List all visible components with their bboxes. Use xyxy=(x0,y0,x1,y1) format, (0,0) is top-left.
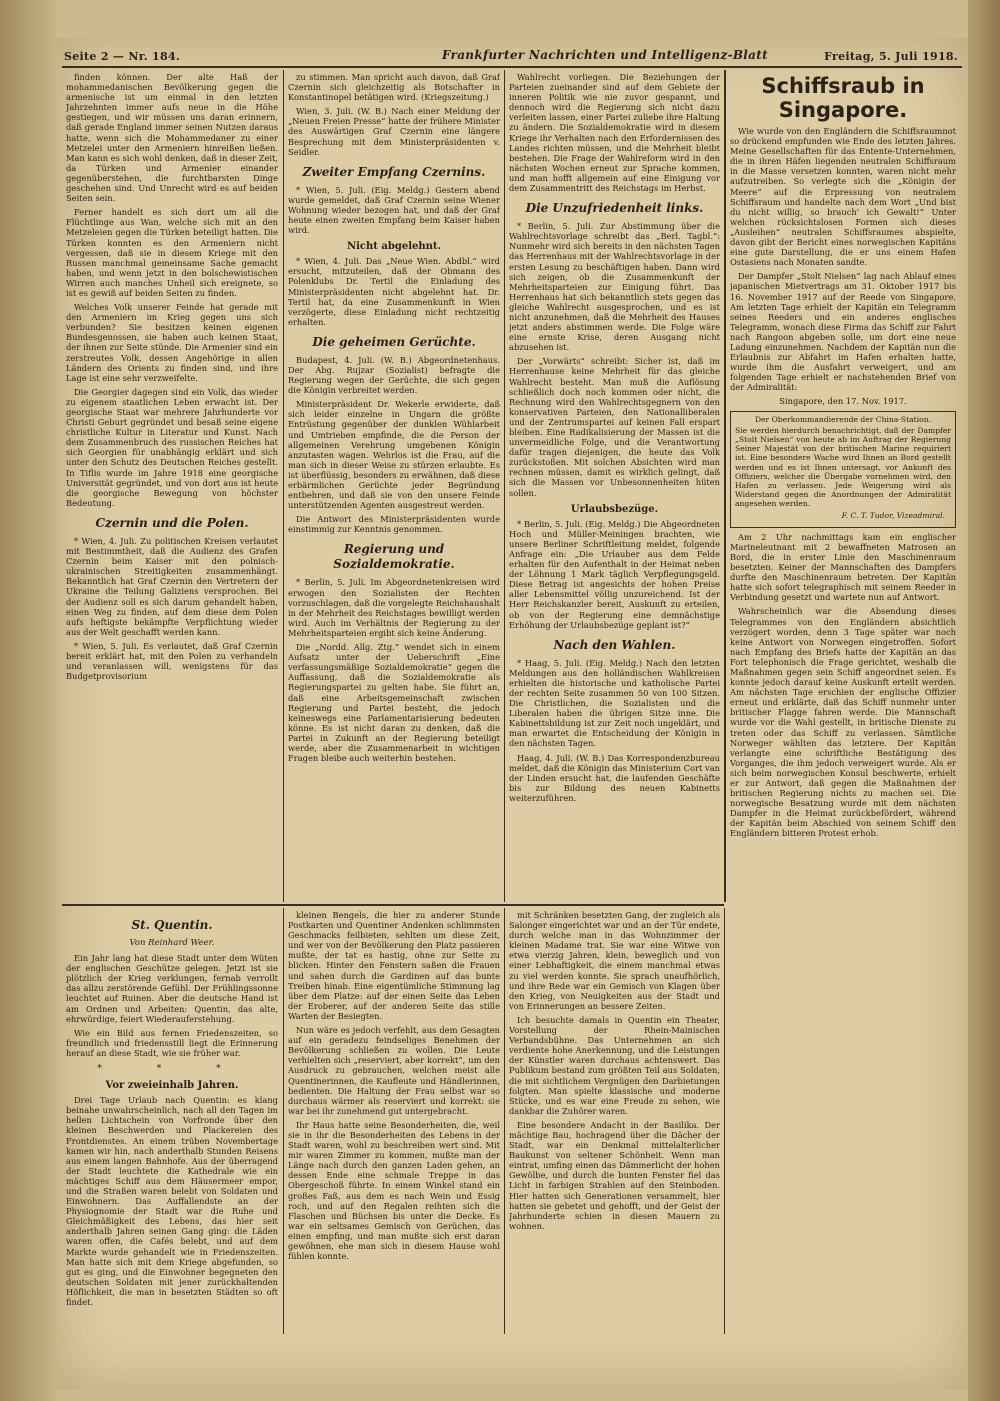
headline-nicht-abgelehnt: Nicht abgelehnt. xyxy=(346,241,442,253)
article-paragraph: Die „Nordd. Allg. Ztg.“ wendet sich in einem Aufsatz unter der Ueberschrift „Eine verfassungsmäßige Sozialdemokratie“ gegen die Auffassung, daß die Sozialdemokratie als Regierungspartei zu gelten habe. Sie führt an, daß eine Arbeitsgemeinschaft zwischen Regierung und Partei besteht, die jedoch keineswegs eine Parlamentarisierung bedeuten könne. Es ist nicht daran zu denken, daß die Partei in Zukunft an der Regierung beteiligt werde, aber die Zusammenarbeit in wichtigen Fragen bleibe auch weiterhin bestehen. xyxy=(288,642,500,764)
headline-unzufriedenheit: Die Unzufriedenheit links. xyxy=(525,201,704,216)
article-paragraph: * Wien, 5. Juli. Es verlautet, daß Graf Czernin bereit erklärt hat, mit den Polen zu verhandeln und veranlassen will, wenigstens für das Budgetprovisorium xyxy=(66,640,278,682)
page-right-edge xyxy=(968,0,1000,1401)
column-divider xyxy=(724,70,726,902)
column-4 xyxy=(730,72,956,1334)
column-divider xyxy=(504,70,505,902)
headline-urlaubsbezuege: Urlaubsbezüge. xyxy=(570,503,659,515)
article-paragraph: Ferner handelt es sich dort um all die Flüchtlinge aus Wan, welche sich mit an den Metzeleien gegen die Türken beteiligt hatten. Die Türken konnten es den Armeniern nicht vergessen, daß sie in diesem Kriege mit den Russen manchmal gemeinsame Sache gemacht haben, und wenn jetzt in den bolschewistischen Wirren auch manches Unheil sich ereignete, so ist es gewiß auf beiden Seiten zu finden. xyxy=(66,207,278,298)
headline-wahlen: Nach den Wahlen. xyxy=(553,637,676,652)
headline-schiffsraub: Schiffsraub in Singapore. xyxy=(761,74,925,122)
admiralty-letter xyxy=(730,411,956,528)
article-paragraph: Budapest, 4. Juli. (W. B.) Abgeordnetenhaus. Der Abg. Rujzar (Sozialist) befragte die Regierung wegen der Gerüchte, die sich gegen die Königin verbreitet werden. xyxy=(288,354,500,396)
newspaper-title: Frankfurter Nachrichten und Intelligenz-Blatt xyxy=(442,48,768,62)
column-1 xyxy=(66,72,278,900)
column-divider xyxy=(283,70,284,902)
headline-empfang: Zweiter Empfang Czernins. xyxy=(302,164,486,179)
article-paragraph: kleinen Bengels, die hier zu anderer Stunde Postkarten und Quentiner Andenken schlimmsten Geschmacks feilbieten, sehlten um diese Zeit, und wer von der Bevölkerung den Platz passieren mußte, der tat es hastig, ohne zur Seite zu blicken. Hinter den Fenstern saßen die Frauen und sahen durch die Gardinen auf das bunte Treiben hinab. Eine eigentümliche Stimmung lag über dem Platze: auf der einen Seite das Leben der Eroberer, auf der anderen Seite das stille Warten der Besiegten. xyxy=(288,910,500,1021)
article-paragraph: Ich besuchte damals in Quentin ein Theater, Vorstellung der Rhein-Mainischen Verbandsbühne. Das Unternehmen an sich verdiente hohe Anerkennung, und die Leistungen der Künstler waren durchaus achtenswert. Das Publikum bestand zum größten Teil aus Soldaten, die mit sichtlichem Vergnügen den Darbietungen folgten. Man spielte klassische und moderne Stücke, und es war eine Freude zu sehen, wie dankbar die Zuhörer waren. xyxy=(509,1014,720,1116)
issue-date: Freitag, 5. Juli 1918. xyxy=(824,50,958,63)
article-paragraph: mit Schränken besetzten Gang, der zugleich als Salonger eingerichtet war und an der Tür endete, durch welche man in das Wohnzimmer der kleinen Madame trat. Sie war eine Witwe von etwa vierzig Jahren, klein, beweglich und von einer Lebhaftigkeit, die einem manchmal etwas zu viel werden konnte. Sie sprach unaufhörlich, und ihre Rede war ein Gemisch von Klagen über den Krieg, von Neuigkeiten aus der Stadt und von Erinnerungen an bessere Zeiten. xyxy=(509,910,720,1011)
column-3 xyxy=(509,72,720,900)
feuilleton-column-1 xyxy=(66,910,278,1332)
article-paragraph: * Berlin, 5. Juli. Im Abgeordnetenkreisen wird erwogen den Sozialisten der Rechten vorzuschlagen, daß die vorgelegte Reichshaushalt in der Mehrheit des Reichstages bewilligt werden wird. Auch im Verhältnis der Regierung zu der Mehrheitsparteien ergibt sich keine Änderung. xyxy=(288,577,500,638)
article-paragraph: * Wien, 4. Juli. Zu politischen Kreisen verlautet mit Bestimmtheit, daß die Audienz des Grafen Czernin beim Kaiser mit den polnisch-ukrainischen Streitigkeiten zusammenhängt. Bekanntlich hat Graf Czernin den Vertretern der Ukraine die Teilung Galiziens versprochen. Bei der Audienz soll es sich darum gehandelt haben, einen Weg zu finden, auf dem diese dem Polen aufs heftigste bekämpfte Verpflichtung wieder aus der Welt geschafft werden kann. xyxy=(66,535,278,637)
page-header xyxy=(62,44,962,66)
letter-dateline: Singapore, den 17. Nov. 1917. xyxy=(779,396,907,407)
column-divider xyxy=(283,908,284,1334)
section-rule xyxy=(62,904,724,906)
article-paragraph: Eine besondere Andacht in der Basilika. Der mächtige Bau, hochragend über die Dächer der Stadt, war ein Denkmal mittelalterlicher Baukunst von seltener Schönheit. Wenn man eintrat, umfing einen das Dämmerlicht der hohen Gewölbe, und durch die bunten Fenster fiel das Licht in farbigen Strahlen auf den Steinboden. Hier hatten sich Generationen versammelt, hier hatten sie gebetet und gehofft, und der Geist der Jahrhunderte schien in diesen Mauern zu wohnen. xyxy=(509,1119,720,1231)
article-paragraph: * Berlin, 5. Juli. (Eig. Meldg.) Die Abgeordneten Hoch und Müller-Meiningen brachten, wie unsere Berliner Schriftleitung meldet, folgende Anfrage ein: „Die Urlauber aus dem Felde erhalten für den Aufenthalt in der Heimat neben der Löhnung 1 Mark täglich Verpflegungsgeld. Diese Betrag ist angesichts der hohen Preise aller Lebensmittel völlig unzureichend. Ist der Herr Reichskanzler bereit, Auskunft zu erteilen, ob von der Regierung eine demnächstige Erhöhung der Urlaubsbezüge geplant ist?“ xyxy=(509,518,720,630)
article-paragraph: Welches Volk unserer Feinde hat gerade mit den Armeniern im Krieg gegen uns sich verbunden? Sie besitzen keinen eigenen Bundesgenossen, sie haben auch keinen Staat, der ihnen zur Seite stünde. Die Armenier sind ein zerstreutes Volk, dessen Angehörige in allen Ländern des Orients zu finden sind, und ihre Lage ist eine sehr verzweifelte. xyxy=(66,302,278,383)
article-paragraph: Die Georgier dagegen sind ein Volk, das wieder zu eigenem staatlichen Leben erwacht ist. Der georgische Staat war mehrere Jahrhunderte vor Christi Geburt gegründet und besaß seine eigene christliche Kultur in Literatur und Kunst. Nach dem Zusammenbruch des russischen Reiches hat sich Georgien für unabhängig erklärt und sich unter den Schutz des Deutschen Reiches gestellt. In Tiflis wurde im Jahre 1918 eine georgische Universität gegründet, und von dort aus ist heute die georgische Bewegung von höchster Bedeutung. xyxy=(66,386,278,508)
article-paragraph: Wien, 3. Juli. (W. B.) Nach einer Meldung der „Neuen Freien Presse“ hatte der frühere Minister des Auswärtigen Graf Czernin eine längere Besprechung mit dem Ministerpräsidenten v. Seidler. xyxy=(288,106,500,157)
page-left-margin xyxy=(0,0,56,1401)
feuilleton-column-2 xyxy=(288,910,500,1332)
article-paragraph: Drei Tage Urlaub nach Quentin: es klang beinahe unwahrscheinlich, nach all den Tagen im hellen Lichtschein von Vorfronde über den kleinen Beschwerden und Plackereien des Frontdienstes. An einem trüben Novembertage kamen wir hin, nach anderthalb Stunden Reisens aus einem langen Bahnhofe. Aus der überragend der Stadt leuchtete die Kathedrale wie ein mächtiges Schiff aus dem Häusermeer empor, und die Straßen waren belebt von Soldaten und Einwohnern. Das Auffallendste an der Physiognomie der Stadt war die Ruhe und Gleichmäßigkeit des Lebens, das hier seit anderthalb Jahren seinen Gang ging: die Läden waren offen, die Cafés belebt, und auf dem Markte wurde gehandelt wie in Friedenszeiten. Man hatte sich mit dem Kriege abgefunden, so gut es ging, und die Einwohner begegneten den deutschen Soldaten mit jener zurückhaltenden Höflichkeit, die man in besetzten Städten so oft findet. xyxy=(66,1095,278,1307)
article-paragraph: Ihr Haus hatte seine Besonderheiten, die, weil sie in ihr die Besonderheiten des Lebens in der Stadt waren, wohl zu beschreiben wert sind. Mit mir waren Zimmer zu kommen, mußte man der Länge nach durch den ganzen Laden gehen, an dessen Ende eine schmale Treppe in das Obergeschoß führte. In einem Winkel stand ein großes Faß, aus dem es nach Wein und Essig roch, und auf den Regalen reihten sich die Flaschen und Büchsen bis unter die Decke. Es war ein seltsames Gemisch von Gerüchen, das einen empfing, und man mußte sich erst daran gewöhnen, ehe man sich in diesem Hause wohl fühlen konnte. xyxy=(288,1119,500,1262)
subheading-fahrten: Vor zweieinhalb Jahren. xyxy=(105,1080,239,1092)
page-number: Seite 2 — Nr. 184. xyxy=(64,50,181,63)
headline-czernin-polen: Czernin und die Polen. xyxy=(95,515,249,530)
article-paragraph: Haag, 4. Juli. (W. B.) Das Korrespondenzbureau meldet, daß die Königin das Ministerium Cort van der Linden ersucht hat, die laufenden Geschäfte bis zur Bildung des neuen Kabinetts weiterzuführen. xyxy=(509,752,720,803)
article-paragraph: Wahlrecht vorliegen. Die Beziehungen der Parteien zueinander sind auf dem Gebiete der inneren Politik wie nie zuvor gespannt, und dennoch wird die Regierung sich nicht dazu verleiten lassen, einer Partei zuliebe ihre Haltung zu ändern. Die Sozialdemokratie wird in diesem Kriege ihr Verhalten nach den Erfordernissen des Landes richten müssen, und die Mehrheit bleibt bestehen. Die Frage der Wahlreform wird in den nächsten Wochen erneut zur Sprache kommen, und man hofft allgemein auf eine Einigung vor dem Zusammentritt des Reichstags im Herbst. xyxy=(509,72,720,194)
article-paragraph: finden können. Der alte Haß der mohammedanischen Bevölkerung gegen die armenische ist um einmal in den letzten Jahrzehnten immer aufs neue in die Höhe gestiegen, und wir müssen uns daran erinnern, daß gerade England immer seinen Nutzen daraus hatte, wenn sich die Mohammedaner zu einer Metzelei unter den Armeniern hinreißen ließen. Man kann es sich wohl denken, daß in dieser Zeit, da Türken und Armenier einander gegenüberstehen, die furchtbarsten Dinge geschehen sind. Und Unrecht wird es auf beiden Seiten sein. xyxy=(66,72,278,204)
letter-heading: Der Oberkommandierende der China-Station. xyxy=(754,414,932,424)
headline-st-quentin: St. Quentin. xyxy=(131,918,213,932)
column-2 xyxy=(288,72,500,900)
article-paragraph: * Wien, 5. Juli. (Eig. Meldg.) Gestern abend wurde gemeldet, daß Graf Czernin seine Wiener Wohnung wieder bezogen hat, und daß der Graf heute einen zweiten Empfang beim Kaiser haben wird. xyxy=(288,184,500,236)
column-divider xyxy=(724,908,725,1334)
author-byline: Von Reinhard Weer. xyxy=(129,938,215,948)
column-divider xyxy=(504,908,505,1334)
article-paragraph: Wie ein Bild aus fernen Friedenszeiten, so freundlich und friedensstill liegt die Erinnerung herauf an diese Stadt, wie sie früher war. xyxy=(66,1027,278,1058)
article-paragraph: zu stimmen. Man spricht auch davon, daß Graf Czernin sich gleichzeitig als Botschafter in Konstantinopel betätigen wird. (Kriegszeitung.) xyxy=(288,72,500,103)
article-paragraph: * Wien, 4. Juli. Das „Neue Wien. Abdbl.“ wird ersucht, mitzuteilen, daß der Obmann des Polenklubs Dr. Tertil die Einladung des Ministerpräsidenten nicht abgelehnt hat. Dr. Tertil hat, da eine Zusammenkunft in Wien verzögerte, diese Einladung nicht rechtzeitig erhalten. xyxy=(288,256,500,327)
article-paragraph: * Berlin, 5. Juli. Zur Abstimmung über die Wahlrechtsvorlage schreibt das „Berl. Tagbl.“: Nunmehr wird sich bereits in den nächsten Tagen das Herrenhaus mit der Wahlrechtsvorlage in der ersten Lesung zu beschäftigen haben. Dann wird sich zeigen, ob die Zusammenkunft der Mehrheitsparteien zur Einigung führt. Das Herrenhaus hat sich bekanntlich stets gegen das gleiche Wahlrecht ausgesprochen, und es ist nicht anzunehmen, daß die Mehrheit des Hauses jetzt anders abstimmen werde. Die Folge wäre eine ernste Krise, deren Ausgang nicht abzusehen ist. xyxy=(509,221,720,353)
article-paragraph: Wahrscheinlich war die Absendung dieses Telegrammes von den Engländern absichtlich verzögert worden, denn 3 Tage später war noch keine Antwort von Norwegen eingetroffen. Sofort nach Empfang des Briefs hatte der Kapitän an das Fort telephonisch die Frage gerichtet, weshalb die Maßnahmen gegen sein Schiff angeordnet seien. Es konnte jedoch darauf keine Auskunft erteilt werden. Am nächsten Tage erschien der englische Offizier erneut und erklärte, daß das Schiff nunmehr unter britischer Flagge fahren werde. Die Mannschaft wurde vor die Wahl gestellt, in britische Dienste zu treten oder das Schiff zu verlassen. Sämtliche Norweger wählten das letztere. Der Kapitän verlangte eine schriftliche Bestätigung des Vorganges, die ihm jedoch verweigert wurde. Als er sich beim norwegischen Konsul beschwerte, erhielt er zur Antwort, daß gegen die Maßnahmen der britischen Regierung nichts zu machen sei. Die norwegische Besatzung wurde mit dem nächsten Dampfer in die Heimat zurückbefördert, während der Kapitän beim Abschied von seinem Schiff den Engländern bitteren Protest erhob. xyxy=(730,606,956,839)
section-separator: * * * xyxy=(97,1064,247,1075)
article-paragraph: Der „Vorwärts“ schreibt: Sicher ist, daß im Herrenhause keine Mehrheit für das gleiche Wahlrecht besteht. Man muß die Auflösung schließlich doch noch kommen oder nicht, die Rechnung wird den Wahlrechtsgegnern von den konservativen Parteien, den Nationalliberalen und der Zentrumspartei auf keinen Fall erspart bleiben. Eine Radikalisierung der Massen ist die unvermeidliche Folge, und die Verantwortung dafür tragen diejenigen, die heute das Volk zurückstoßen. Mit solchen Absichten wird man rechnen müssen, damit es wirklich gelingt, daß sich die Massen vor Unbesonnenheiten hüten sollen. xyxy=(509,356,720,498)
article-paragraph: Nun wäre es jedoch verfehlt, aus dem Gesagten auf ein geradezu feindseliges Benehmen der Bevölkerung schließen zu wollen. Die Leute verhielten sich „reserviert, aber korrekt“, um den Ausdruck zu gebrauchen, welchen meist alle Quentinerinnen, die Kaufleute und Händlerinnen, bedienten. Die Haltung der Frau selbst war so durchaus wärmer als reserviert und korrekt: sie war bei ihr zunehmend gut untergebracht. xyxy=(288,1025,500,1116)
article-paragraph: Wie wurde von den Engländern die Schiffsraumnot so drückend empfunden wie Ende des letzten Jahres. Meine Gesellschaften für das Entente-Unternehmen, die in ihren Häfen liegenden neutralen Schiffsraum in die Masse versetzen konnten, waren nicht mehr aufzutreiben. So verlegte sich die „Königin der Meere“ auf die Erpressung von neutralem Schiffsraum und handelte nach dem Wort „Und bist du nicht willig, so brauch' ich Gewalt!“ Unter welchen rücksichtslosen Formen sich dieses „Ausleihen“ neutralen Schiffsraumes abspielte, davon gibt der Bericht eines norwegischen Kapitäns eine gute Darstellung, die er uns einem Hafen Ostasiens nach Monaten sandte. xyxy=(730,126,956,268)
article-paragraph: Die Antwort des Ministerpräsidenten wurde einstimmig zur Kenntnis genommen. xyxy=(288,514,500,535)
letter-signature: F. C. T. Tudor, Vizeadmiral. xyxy=(841,510,945,520)
headline-geruechte: Die geheimen Gerüchte. xyxy=(312,334,476,349)
article-paragraph: Am 2 Uhr nachmittags kam ein englischer Marineleutnant mit 2 bewaffneten Matrosen an Bord, die in erster Linie den Maschinenraum besetzten. Keiner der Mannschaften des Dampfers durfte den Maschinenraum betreten. Der Kapitän hatte sich sofort telegraphisch mit seinem Reeder in Verbindung gesetzt und wartete nun auf Antwort. xyxy=(730,531,956,603)
article-paragraph: Der Dampfer „Stolt Nielsen“ lag nach Ablauf eines japanischen Mietvertrags am 31. Oktober 1917 bis 16. November 1917 auf der Reede von Singapore. Am letzten Tage erhielt der Kapitän ein Telegramm seines Reeders und ein anderes englisches Telegramm, wonach diese Firma das Schiff zur Fahrt nach Rangoon abgeben solle, um dort eine neue Ladung einzunehmen. Nachdem der Kapitän nun die Erlaubnis zur Abfahrt im Hafen erhalten hatte, wurde ihm die Ausfahrt verweigert, und am folgenden Tage erhielt er nachstehenden Brief von der Admiralität: xyxy=(730,271,956,393)
article-paragraph: Ministerpräsident Dr. Wekerle erwiderte, daß sich leider einzelne in Ungarn die größte Entrüstung gegenüber der dunklen Wühlarbeit und Umtrieben empfinde, die die Person der allgemeinen Verehrung umgebenen Königin anzutasten wagen. Wehrlos ist die Frau, auf die man sich in dieser Weise zu stürzen erlaubte. Es ist überflüssig, besonders zu erwähnen, daß diese erbärmlichen Gerüchte jeder Begründung entbehren, und daß sie von den unsere Feinde unterstützenden Agenten ausgestreut werden. xyxy=(288,399,500,511)
header-rule xyxy=(62,66,962,68)
headline-regierung: Regierung und Sozialdemokratie. xyxy=(333,542,455,572)
letter-body: Sie werden hierdurch benachrichtigt, daß der Dampfer „Stolt Nielsen“ von heute ab im Auftrag der Regierung Seiner Majestät von der britischen Marine requiriert ist. Eine besondere Wache wird Ihnen an Bord gestellt werden und es ist Ihnen untersagt, vor Ankunft des Offiziers, welcher die Übergabe vornehmen wird, den Hafen zu verlassen. Jede Weigerung wird als Widerstand gegen die Anordnungen der Admiralität angesehen werden. xyxy=(735,425,951,509)
feuilleton-column-3 xyxy=(509,910,720,1332)
article-paragraph: Ein Jahr lang hat diese Stadt unter dem Wüten der englischen Geschütze gelegen. Jetzt ist sie plötzlich der Krieg verklungen, fernab verrollt das allzu zerstörende Gefühl. Der Frühlingssonne leuchtet auf Ruinen. Aber die deutsche Hand ist am Ordnen und Arbeiten: Quentin, das alte, ehrwürdige, feiert Wiederauferstehung. xyxy=(66,953,278,1024)
article-paragraph: * Haag, 5. Juli. (Eig. Meldg.) Nach den letzten Meldungen aus den holländischen Wahlkreisen erhielten die historische und katholische Partei der rechten Seite zusammen 50 von 100 Sitzen. Die Christlichen, die Sozialisten und die Liberalen haben die übrigen Sitze inne. Die Kabinettsbildung ist zur Zeit noch ungeklärt, und man erwartet die Entscheidung der Königin in den nächsten Tagen. xyxy=(509,657,720,749)
